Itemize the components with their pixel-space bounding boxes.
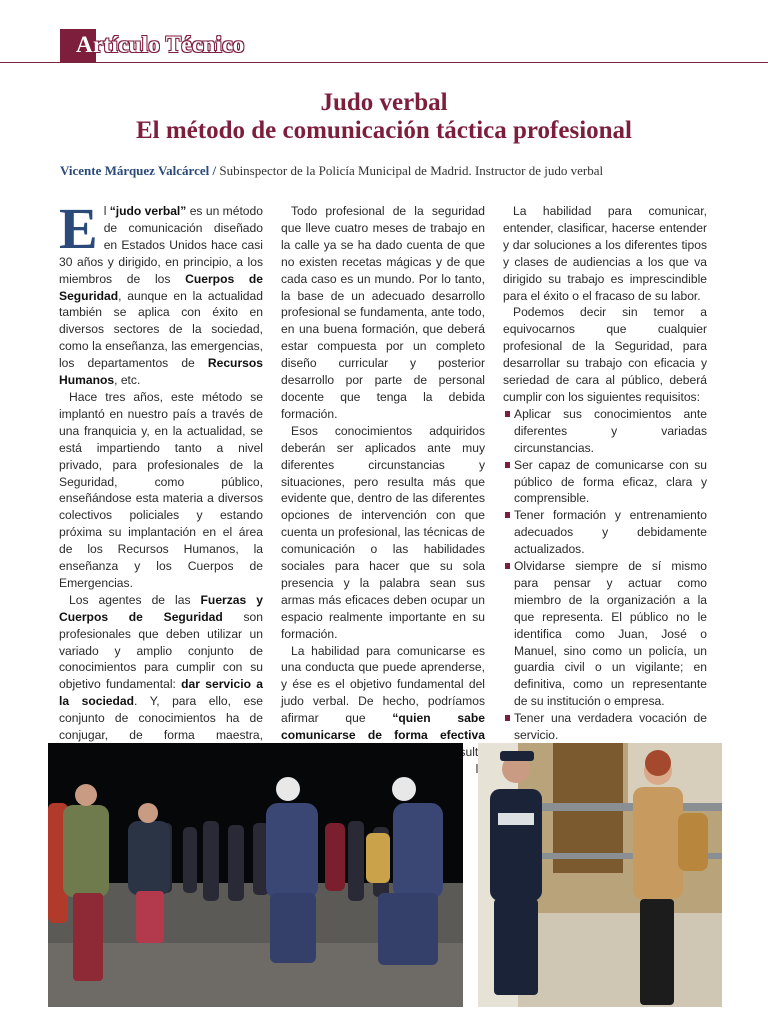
requirements-list xyxy=(503,406,707,744)
col1-paragraph-2: Hace tres años, este método se implantó en nuestro país a través de una franquicia y, en la actualidad, se está impartiendo tanto a nivel privado, para profesionales de la Seguridad, como público, enseñándose esta materia a diversos colectivos policiales y estando próxima su implantación en el área de los Recursos Humanos, la enseñanza y los Cuerpos de Emergencias. xyxy=(59,389,263,590)
col1-paragraph-1: El “judo verbal” es un método de comunicación diseñado en Estados Unidos hace casi 30 años y dirigido, en principio, a los miembros de los Cuerpos de Seguridad, aunque en la actualidad también se aplica con éxito en diversos sectores de la sociedad, como la enseñanza, las emergencias, los departamentos de Recursos Humanos, etc. xyxy=(59,196,263,388)
list-item: Ser capaz de comunicarse con su público de forma eficaz, clara y comprensible. xyxy=(503,457,707,508)
column-3 xyxy=(503,203,707,744)
list-item: Aplicar sus conocimientos ante diferentes y variadas circunstancias. xyxy=(503,406,707,457)
column-1 xyxy=(59,196,264,778)
photo-officer-with-citizen xyxy=(478,743,722,1007)
col2-paragraph-3: La habilidad para comunicarse es una conducta que puede aprenderse, y ése es el objetivo fundamental del judo verbal. De hecho, podríamos afirmar que “quien sabe comunicarse de forma efectiva resulta xyxy=(281,643,485,759)
col1-paragraph-3: Los agentes de las Fuerzas y Cuerpos de Seguridad son profesionales que deben utilizar un variado y amplio conjunto de conocimientos para cumplir con su objetivo fundamental: dar servicio a la sociedad. Y, para ello, ese conjunto de conocimientos ha de conjugar, de forma maestra, xyxy=(59,592,264,743)
article-subtitle: El método de comunicación táctica profesional xyxy=(135,117,633,144)
list-item: Tener formación y entrenamiento adecuados y debidamente actualizados. xyxy=(503,507,707,558)
photo-street-illustration xyxy=(478,743,722,1007)
col2-paragraph-2: Esos conocimientos adquiridos deberán ser aplicados ante muy diferentes circunstancias y situaciones, pero resulta más que evidente que, dentro de las diferentes opciones de intervención con que cuenta un profesional, las técnicas de comunicación o las habilidades sociales para hacer que su sola presencia y la palabra sean sus armas más eficaces deben ocupar un espacio realmente importante en su formación. xyxy=(281,423,485,641)
photo-night-illustration xyxy=(48,743,463,1007)
section-header-rule xyxy=(0,62,768,63)
dropcap: E xyxy=(59,196,98,261)
col3-paragraph-1: La habilidad para comunicar, entender, clasificar, hacerse entender y dar soluciones a los diferentes tipos y clases de audiencias a los que va dirigido su trabajo es imprescindible para el éxito o el fracaso de su labor. xyxy=(503,204,707,303)
col2-paragraph-1: Todo profesional de la seguridad que lleve cuatro meses de trabajo en la calle ya se ha dado cuenta de que no existen recetas mágicas y de que cada caso es un mundo. Por lo tanto, la base de un adecuado desarrollo profesional se fundamenta, ante todo, en una buena formación, que deberá estar compuesta por un completo diseño curricular y posterior desarrollo por parte de personal docente que tenga la debida formación. xyxy=(281,204,485,421)
byline xyxy=(60,163,603,179)
section-header-title: Artículo Técnico xyxy=(76,32,245,57)
list-item: Olvidarse siempre de sí mismo para pensar y actuar como miembro de la organización a la que representa. El público no le identifica como Juan, José o Manuel, sino como un policía, un guardia civil o un vigilante; en definitiva, como un representante de su institución o empresa. xyxy=(503,558,707,710)
list-item: Tener una verdadera vocación de servicio. xyxy=(503,710,707,744)
author-name: Vicente Márquez Valcárcel / xyxy=(60,163,217,178)
column-2 xyxy=(281,203,485,795)
article-title: Judo verbal xyxy=(320,89,448,116)
col3-paragraph-2: Podemos decir sin temor a equivocarnos que cualquier profesional de la Seguridad, para desarrollar su trabajo con eficacia y seriedad de cara al público, deberá cumplir con los siguientes requisitos: xyxy=(503,305,707,404)
author-role: Subinspector de la Policía Municipal de Madrid. Instructor de judo verbal xyxy=(216,163,604,178)
photo-police-night-training xyxy=(48,743,463,1007)
